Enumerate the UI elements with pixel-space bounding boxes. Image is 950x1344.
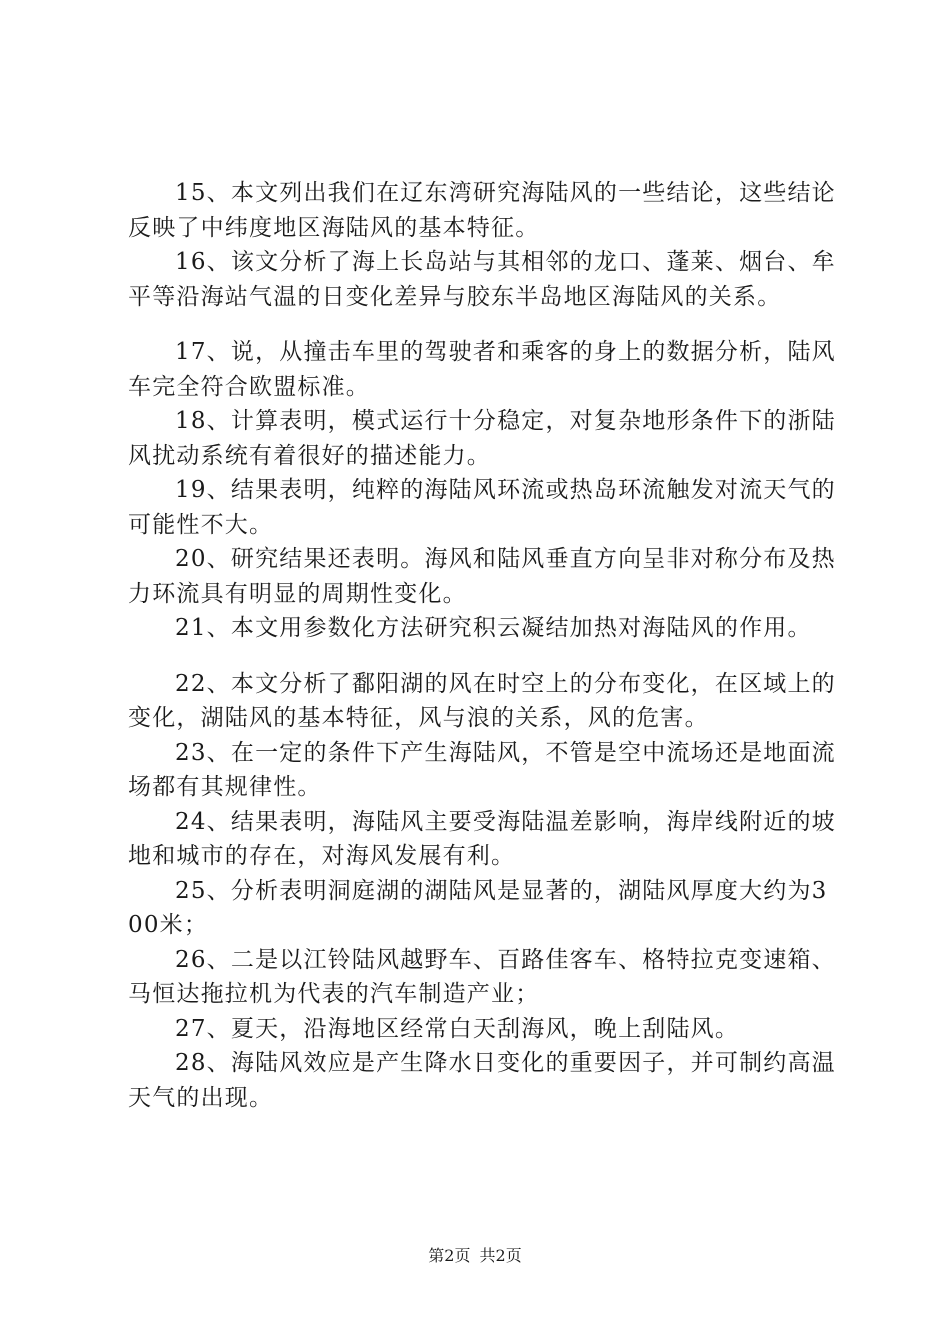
paragraph-28: 28、海陆风效应是产生降水日变化的重要因子，并可制约高温天气的出现。 [128, 1050, 836, 1111]
paragraph-24: 24、结果表明，海陆风主要受海陆温差影响，海岸线附近的坡地和城市的存在，对海风发展有利。 [128, 808, 836, 869]
page-number: 第2页 [428, 1246, 471, 1265]
paragraph-25: 25、分析表明洞庭湖的湖陆风是显著的，湖陆风厚度大约为300米； [128, 877, 828, 938]
paragraph-21: 21、本文用参数化方法研究积云凝结加热对海陆风的作用。 [175, 615, 812, 641]
paragraph-23: 23、在一定的条件下产生海陆风，不管是空中流场还是地面流场都有其规律性。 [128, 739, 836, 800]
page-footer [0, 1243, 950, 1266]
paragraph-17: 17、说，从撞击车里的驾驶者和乘客的身上的数据分析，陆风车完全符合欧盟标准。 [128, 339, 836, 400]
document-body [128, 176, 838, 1115]
paragraph-27: 27、夏天，沿海地区经常白天刮海风，晚上刮陆风。 [175, 1015, 740, 1042]
page-total: 共2页 [479, 1246, 522, 1265]
paragraph-18: 18、计算表明，模式运行十分稳定，对复杂地形条件下的浙陆风扰动系统有着很好的描述能力。 [128, 408, 836, 469]
paragraph-26: 26、二是以江铃陆风越野车、百路佳客车、格特拉克变速箱、马恒达拖拉机为代表的汽车制造产业； [128, 946, 836, 1007]
paragraph-20: 20、研究结果还表明。海风和陆风垂直方向呈非对称分布及热力环流具有明显的周期性变化。 [128, 546, 836, 607]
paragraph-22: 22、本文分析了鄱阳湖的风在时空上的分布变化，在区域上的变化，湖陆风的基本特征，风与浪的关系，风的危害。 [128, 670, 836, 731]
paragraph-15: 15、本文列出我们在辽东湾研究海陆风的一些结论，这些结论反映了中纬度地区海陆风的基本特征。 [128, 180, 836, 241]
paragraph-16: 16、该文分析了海上长岛站与其相邻的龙口、蓬莱、烟台、牟平等沿海站气温的日变化差异与胶东半岛地区海陆风的关系。 [128, 249, 836, 310]
paragraph-19: 19、结果表明，纯粹的海陆风环流或热岛环流触发对流天气的可能性不大。 [128, 477, 836, 538]
